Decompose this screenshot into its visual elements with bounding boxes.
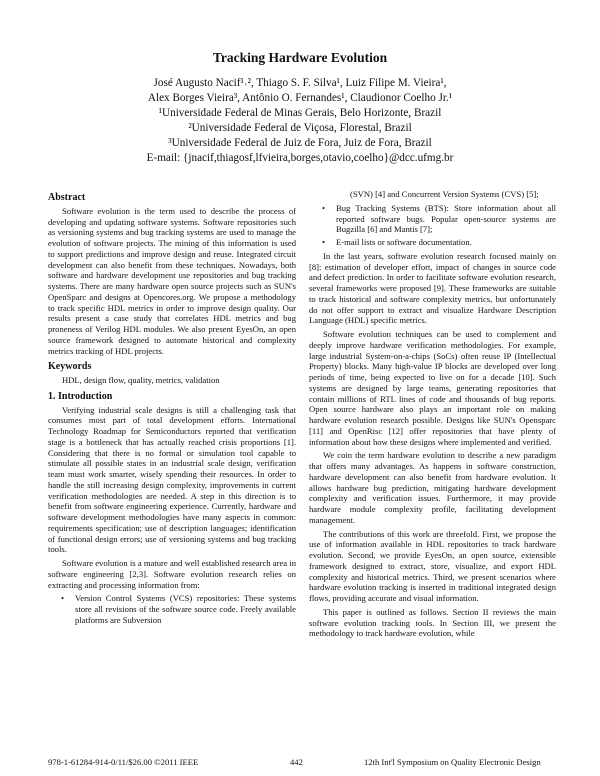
bullet-icon: • — [322, 237, 326, 247]
paper-title: Tracking Hardware Evolution — [212, 50, 388, 65]
keywords-heading: Keywords — [48, 361, 92, 373]
author-block — [60, 76, 540, 166]
bullet-icon: • — [61, 593, 65, 604]
list-item-text: E-mail lists or software documentation. — [336, 237, 472, 247]
abstract-text: Software evolution is the term used to describe the process of developing and updating software systems. Software repositories such as versioning systems and bug tracking systems are used to manage the evolution of software projects. The mining of this information is used to support predictions and improve design and reuse. Integrated circuit development can also benefit from these techniques. Nowadays, both software and hardware development use repositories and bug tracking systems. There are many hardware open source projects such as SUN's OpenSparc and designs at Opencores.org. We propose a methodology to track specific HDL metrics in order to improve design quality. Our results present a case study that correlates HDL metrics and bug proneness of Verilog HDL modules. We also present EyesOn, an open source framework designed to automate historical and complexity metrics tracking of HDL projects. — [48, 205, 296, 356]
body-paragraph: The contributions of this work are threefold. First, we propose the use of information available in HDL repositories to track hardware evolution. Second, we provide EyesOn, an open source, extensible framework designed to extract, store, visualize, and export HDL complexity and historical metrics. Third, we present scenarios where hardware evolution tracking is inserted in traditional integrated design flows, providing accurate and visual information. — [309, 528, 556, 603]
list-item-text: Bug Tracking Systems (BTS): Store information about all reported software bugs. Popular open-source systems are Bugzilla [6] and Mantis [7]; — [336, 202, 556, 235]
body-paragraph: In the last years, software evolution research focused mainly on [8]: estimation of developer effort, impact of changes in source code and defect prediction. In order to facilitate software evolution research, several frameworks were proposed [9]. These frameworks are suitable to track historical and software complexity metrics, but unfortunately do not offer support to extract and visualize Hardware Description Language (HDL) specific metrics. — [309, 250, 556, 326]
footer-venue: 12th Int'l Symposium on Quality Electronic Design — [364, 757, 541, 767]
source-list-continued — [309, 203, 556, 248]
body-paragraph: We coin the term hardware evolution to describe a new paradigm that offers many advantages. As happens in software construction, hardware development can also benefit from hardware evolution. It allows hardware bug prediction, mitigating hardware development complexity and verification issues. Furthermore, it may provide hardware module complexity profile, facilitating development management. — [309, 450, 556, 525]
footer-page-number: 442 — [290, 757, 303, 767]
abstract-heading: Abstract — [48, 192, 86, 203]
left-column — [48, 193, 296, 629]
list-item — [48, 593, 296, 625]
bullet-icon: • — [322, 202, 326, 213]
list-item-continued: (SVN) [4] and Concurrent Version Systems (CVS) [5]; — [350, 189, 539, 199]
list-item-text: Version Control Systems (VCS) repositories: These systems store all revisions of the software source code. Freely available platforms are Subversion — [75, 593, 296, 625]
intro-paragraph: Software evolution is a mature and well established research area in software engineering [2,3]. Software evolution research relies on extracting and processing information from: — [48, 558, 296, 590]
author-line: Alex Borges Vieira³, Antônio O. Fernandes¹, Claudionor Coelho Jr.¹ — [147, 92, 453, 104]
affiliation-line: ¹Universidade Federal de Minas Gerais, Belo Horizonte, Brazil — [158, 107, 442, 119]
right-column — [309, 189, 556, 639]
body-paragraph: This paper is outlined as follows. Section II reviews the main software evolution tracking tools. In Section III, we present the methodology to track hardware evolution, while — [309, 606, 556, 639]
list-item — [309, 237, 556, 248]
footer-isbn: 978-1-61284-914-0/11/$26.00 ©2011 IEEE — [48, 757, 199, 767]
source-list — [48, 593, 296, 625]
keywords-text: HDL, design flow, quality, metrics, validation — [62, 375, 220, 385]
intro-paragraph: Verifying industrial scale designs is still a challenging task that consumes most part of total development efforts. International Technology Roadmap for Semiconductors reported that verification stage is a bottleneck that has actually reached crisis proportions [1]. Considering that there is no formal or simulation tool capable to stimulate all possible states in an industrial scale design, verification team must work smarter, wisely spending their resources. In order to handle the still increasing design complexity, improvements in current verification methodologies are needed. A step in this direction is to benefit from software engineering experience. Currently, hardware and software development methodologies have many aspects in common: requirements specification; use of description languages; identification of functional design errors; use of versioning systems and bug tracking tools. — [48, 404, 296, 555]
list-item — [309, 203, 556, 235]
affiliation-line: ³Universidade Federal de Juiz de Fora, Juiz de Fora, Brazil — [168, 137, 432, 149]
author-line: José Augusto Nacif¹˒², Thiago S. F. Silva¹, Luiz Filipe M. Vieira¹, — [153, 77, 447, 89]
affiliation-line: ²Universidade Federal de Viçosa, Florestal, Brazil — [188, 122, 412, 134]
body-paragraph: Software evolution techniques can be used to complement and deeply improve hardware verification methodologies. For example, large industrial System-on-a-chips (SoCs) often reuse IP (Intellectual Property) blocks. Many high-value IP blocks are developed over long periods of time, being expected to live on for a decade [10]. Such systems are designed by large teams, generating repositories that contain millions of RTL lines of code and thousands of bug reports. Open source hardware also plays an important role on making hardware evolution research possible. Designs like SUN's Opensparc [11] and OpenRisc [12] offer repositories that have plenty of information about how these designs where implemented and verified. — [309, 329, 556, 447]
email-line: E-mail: {jnacif,thiagosf,lfvieira,borges,otavio,coelho}@dcc.ufmg.br — [146, 152, 454, 164]
introduction-heading: 1. Introduction — [48, 390, 113, 402]
